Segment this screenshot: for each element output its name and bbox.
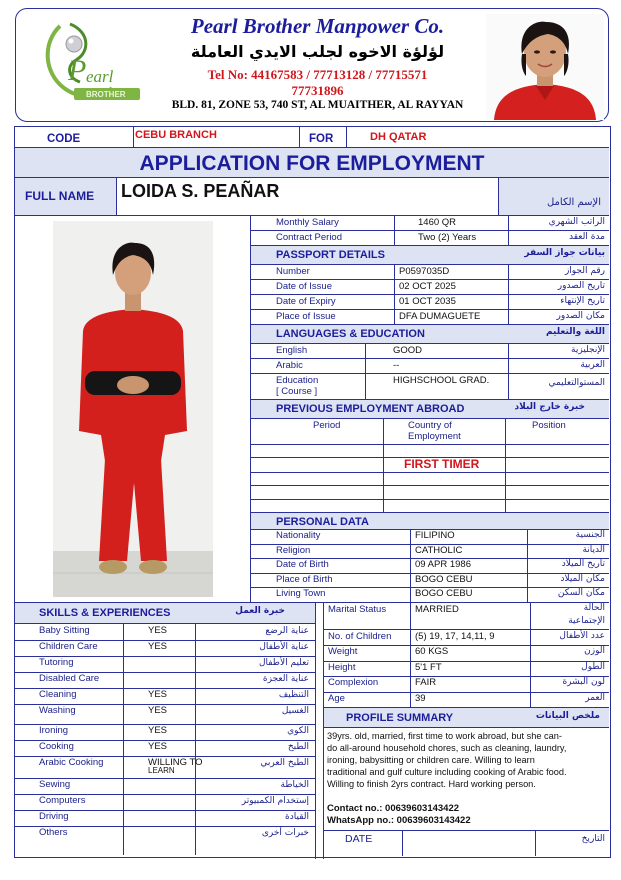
status-label: No. of Children (328, 631, 392, 642)
position-column: Position (532, 420, 566, 431)
skill-label: Driving (39, 811, 69, 822)
logo-word: earl (86, 67, 114, 86)
status-label-ar: الوزن (584, 646, 605, 657)
marital-status-label: Marital Status (328, 604, 387, 615)
status-label-ar: العمر (585, 692, 605, 703)
monthly-salary-value: 1460 QR (418, 217, 457, 228)
skills-title: SKILLS & EXPERIENCES (39, 607, 171, 619)
personal-label: Living Town (276, 588, 326, 600)
skill-value: YES (148, 689, 168, 700)
row-divider (323, 661, 609, 662)
skill-value: YES (148, 705, 168, 716)
english-value: GOOD (393, 345, 423, 356)
personal-value: BOGO CEBU (415, 588, 473, 600)
skill-label-ar: خبرات أخرى (261, 828, 309, 838)
languages-title: LANGUAGES & EDUCATION (276, 328, 425, 340)
personal-value: 09 APR 1986 (415, 559, 471, 571)
first-timer-status: FIRST TIMER (404, 457, 480, 471)
monthly-salary-label: Monthly Salary (276, 217, 339, 228)
personal-label-ar: الديانة (582, 544, 605, 555)
personal-label: Religion (276, 544, 311, 556)
telephone-numbers: Tel No: 44167583 / 77713128 / 77715571 (207, 67, 428, 82)
country-column-2: Employment (408, 431, 461, 442)
skill-label-ar: الكوي (287, 726, 309, 736)
contact-number: Contact no.: 00639603143422 (327, 803, 460, 814)
telephone-numbers-2: 77731896 (291, 83, 344, 98)
english-label: English (276, 345, 308, 356)
skill-label: Others (39, 827, 68, 838)
contract-period-label: Contract Period (276, 232, 343, 243)
skill-label: Sewing (39, 779, 71, 790)
skill-label-ar: عناية الرضع (265, 626, 309, 636)
personal-label-ar: مكان السكن (557, 588, 605, 599)
company-name-arabic: لؤلؤة الاخوه لجلب الايدي العاملة (190, 42, 445, 61)
profile-summary-line: traditional and gulf culture including cooking of Arabic food. (327, 767, 567, 777)
personal-label-ar: الجنسية (575, 530, 605, 540)
full-name-label-ar: الإسم الكامل (546, 197, 601, 208)
skill-label-ar: التنظيف (278, 690, 309, 700)
profile-summary-line: 39yrs. old, married, first time to work abroad, but she can- (327, 731, 562, 741)
company-name: Pearl Brother Manpower Co. (190, 14, 445, 38)
skill-label: Children Care (39, 641, 98, 652)
status-label-ar: الطول (581, 661, 605, 672)
skill-label: Washing (39, 705, 76, 716)
date-of-expiry-label-ar: تاريخ الإنتهاء (560, 296, 605, 306)
skill-label: Arabic Cooking (39, 757, 104, 768)
date-label: DATE (345, 833, 373, 845)
status-value: 5'1 FT (415, 661, 442, 673)
row-divider (323, 645, 609, 646)
english-label-ar: الإنجليزية (571, 345, 605, 355)
skill-label: Computers (39, 795, 86, 806)
education-label: Education (276, 375, 319, 386)
profile-summary-title: PROFILE SUMMARY (346, 712, 454, 724)
skill-value-2: LEARN (148, 766, 175, 775)
date-of-issue-value: 02 OCT 2025 (399, 281, 456, 292)
skill-value: YES (148, 641, 168, 652)
status-label-ar: عدد الأطفال (559, 631, 605, 641)
place-of-issue-value: DFA DUMAGUETE (399, 311, 481, 322)
status-label-ar: لون البشرة (562, 677, 605, 688)
skill-value: YES (148, 741, 168, 752)
skill-value: YES (148, 725, 168, 736)
full-name-value: LOIDA S. PEAÑAR (121, 181, 280, 201)
skill-label-ar: الطبخ (287, 742, 309, 752)
skills-title-ar: خبرة العمل (235, 606, 285, 616)
skill-label: Disabled Care (39, 673, 100, 684)
form-title: APPLICATION FOR EMPLOYMENT (139, 152, 485, 175)
applicant-photo (53, 221, 213, 597)
contract-period-label-ar: مدة العقد (569, 232, 605, 242)
profile-summary-line: do all-around household chores, such as cleaning, laundry, (327, 743, 567, 753)
status-value: 60 KGS (415, 646, 449, 658)
place-of-issue-label-ar: مكان الصدور (556, 311, 605, 321)
personal-value: BOGO CEBU (415, 573, 473, 585)
full-name-label: FULL NAME (25, 189, 95, 203)
profile-summary-line: ironing, babysitting or children care. Willing to learn (327, 755, 535, 765)
skill-label-ar: عناية الأطفال (259, 642, 309, 652)
company-logo (40, 18, 140, 110)
branch-value: CEBU BRANCH (135, 129, 217, 141)
personal-value: CATHOLIC (415, 544, 463, 556)
previous-employment-title: PREVIOUS EMPLOYMENT ABROAD (276, 403, 465, 415)
logo-letter-p: P (68, 54, 87, 87)
skill-value: YES (148, 625, 168, 636)
previous-employment-title-ar: خبرة خارج البلاد (514, 402, 585, 412)
status-label: Height (328, 661, 356, 673)
date-of-expiry-label: Date of Expiry (276, 296, 336, 307)
status-label: Age (328, 692, 345, 704)
code-label: CODE (47, 133, 81, 145)
date-of-issue-label-ar: تاريخ الصدور (557, 281, 605, 291)
education-value: HIGHSCHOOL GRAD. (393, 375, 490, 386)
date-of-issue-label: Date of Issue (276, 281, 332, 292)
status-value: FAIR (415, 677, 437, 689)
personal-label-ar: تاريخ الميلاد (561, 559, 605, 570)
for-label: FOR (309, 133, 334, 145)
skill-label-ar: الخياطة (280, 780, 309, 790)
date-of-expiry-value: 01 OCT 2035 (399, 296, 456, 307)
skill-label: Baby Sitting (39, 625, 90, 636)
education-label-ar: المستوالتعليمي (548, 378, 605, 388)
contract-period-value: Two (2) Years (418, 232, 477, 243)
applicant-headshot (486, 14, 604, 120)
skill-label-ar: عناية العجزة (262, 674, 309, 684)
skill-label-ar: القيادة (285, 812, 309, 822)
country-column: Country of (408, 420, 452, 431)
skill-label: Cooking (39, 741, 74, 752)
period-column: Period (313, 420, 341, 431)
skill-label-ar: إستخدام الكمبيوتر (241, 796, 309, 806)
row-divider (250, 602, 609, 603)
marital-status-label-ar-2: الإجتماعية (568, 616, 605, 626)
status-label: Weight (328, 646, 358, 658)
personal-label: Nationality (276, 530, 321, 541)
languages-title-ar: اللغة والتعليم (545, 327, 605, 337)
whatsapp-number: WhatsApp no.: 00639603143422 (327, 815, 471, 826)
status-label: Complexion (328, 677, 379, 689)
place-of-issue-label: Place of Issue (276, 311, 336, 322)
passport-number-label: Number (276, 266, 310, 277)
profile-summary-title-ar: ملخص البيانات (535, 711, 600, 721)
passport-number-label-ar: رقم الجواز (564, 266, 605, 276)
arabic-label: Arabic (276, 360, 303, 371)
personal-data-title: PERSONAL DATA (276, 516, 369, 528)
status-value: (5) 19, 17, 14,11, 9 (415, 631, 495, 642)
passport-details-title: PASSPORT DETAILS (276, 249, 385, 261)
monthly-salary-label-ar: الراتب الشهري (548, 217, 605, 227)
skill-label: Ironing (39, 725, 69, 736)
personal-label: Date of Birth (276, 559, 329, 571)
education-course-label: [ Course ] (276, 386, 318, 397)
arabic-label-ar: العربية (580, 360, 605, 370)
passport-number-value: P0597035D (399, 266, 450, 277)
destination-value: DH QATAR (370, 131, 427, 143)
date-label-ar: التاريخ (581, 834, 605, 844)
marital-status-value: MARRIED (415, 604, 459, 615)
skill-label-ar: تعليم الأطفال (258, 658, 309, 668)
personal-value: FILIPINO (415, 530, 455, 541)
skill-label-ar: الطبخ العربي (260, 758, 309, 768)
skill-value: WILLING TO (148, 757, 203, 768)
skill-label: Cleaning (39, 689, 77, 700)
arabic-value: -- (393, 360, 400, 371)
status-value: 39 (415, 692, 426, 704)
personal-label: Place of Birth (276, 573, 333, 585)
skill-label-ar: الغسيل (281, 706, 309, 716)
personal-label-ar: مكان الميلاد (560, 573, 605, 584)
passport-details-title-ar: بيانات جواز السفر (524, 248, 605, 258)
marital-status-label-ar: الحالة (583, 603, 605, 613)
skill-label: Tutoring (39, 657, 74, 668)
row-divider (323, 692, 609, 693)
company-address: BLD. 81, ZONE 53, 740 ST, AL MUAITHER, AL RAYYAN (171, 99, 464, 111)
logo-subtext: BROTHER (86, 90, 126, 99)
profile-summary-line: Willing to finish 2yrs contract. Hard working person. (327, 779, 536, 789)
application-form (14, 126, 611, 858)
row-divider (323, 707, 609, 708)
